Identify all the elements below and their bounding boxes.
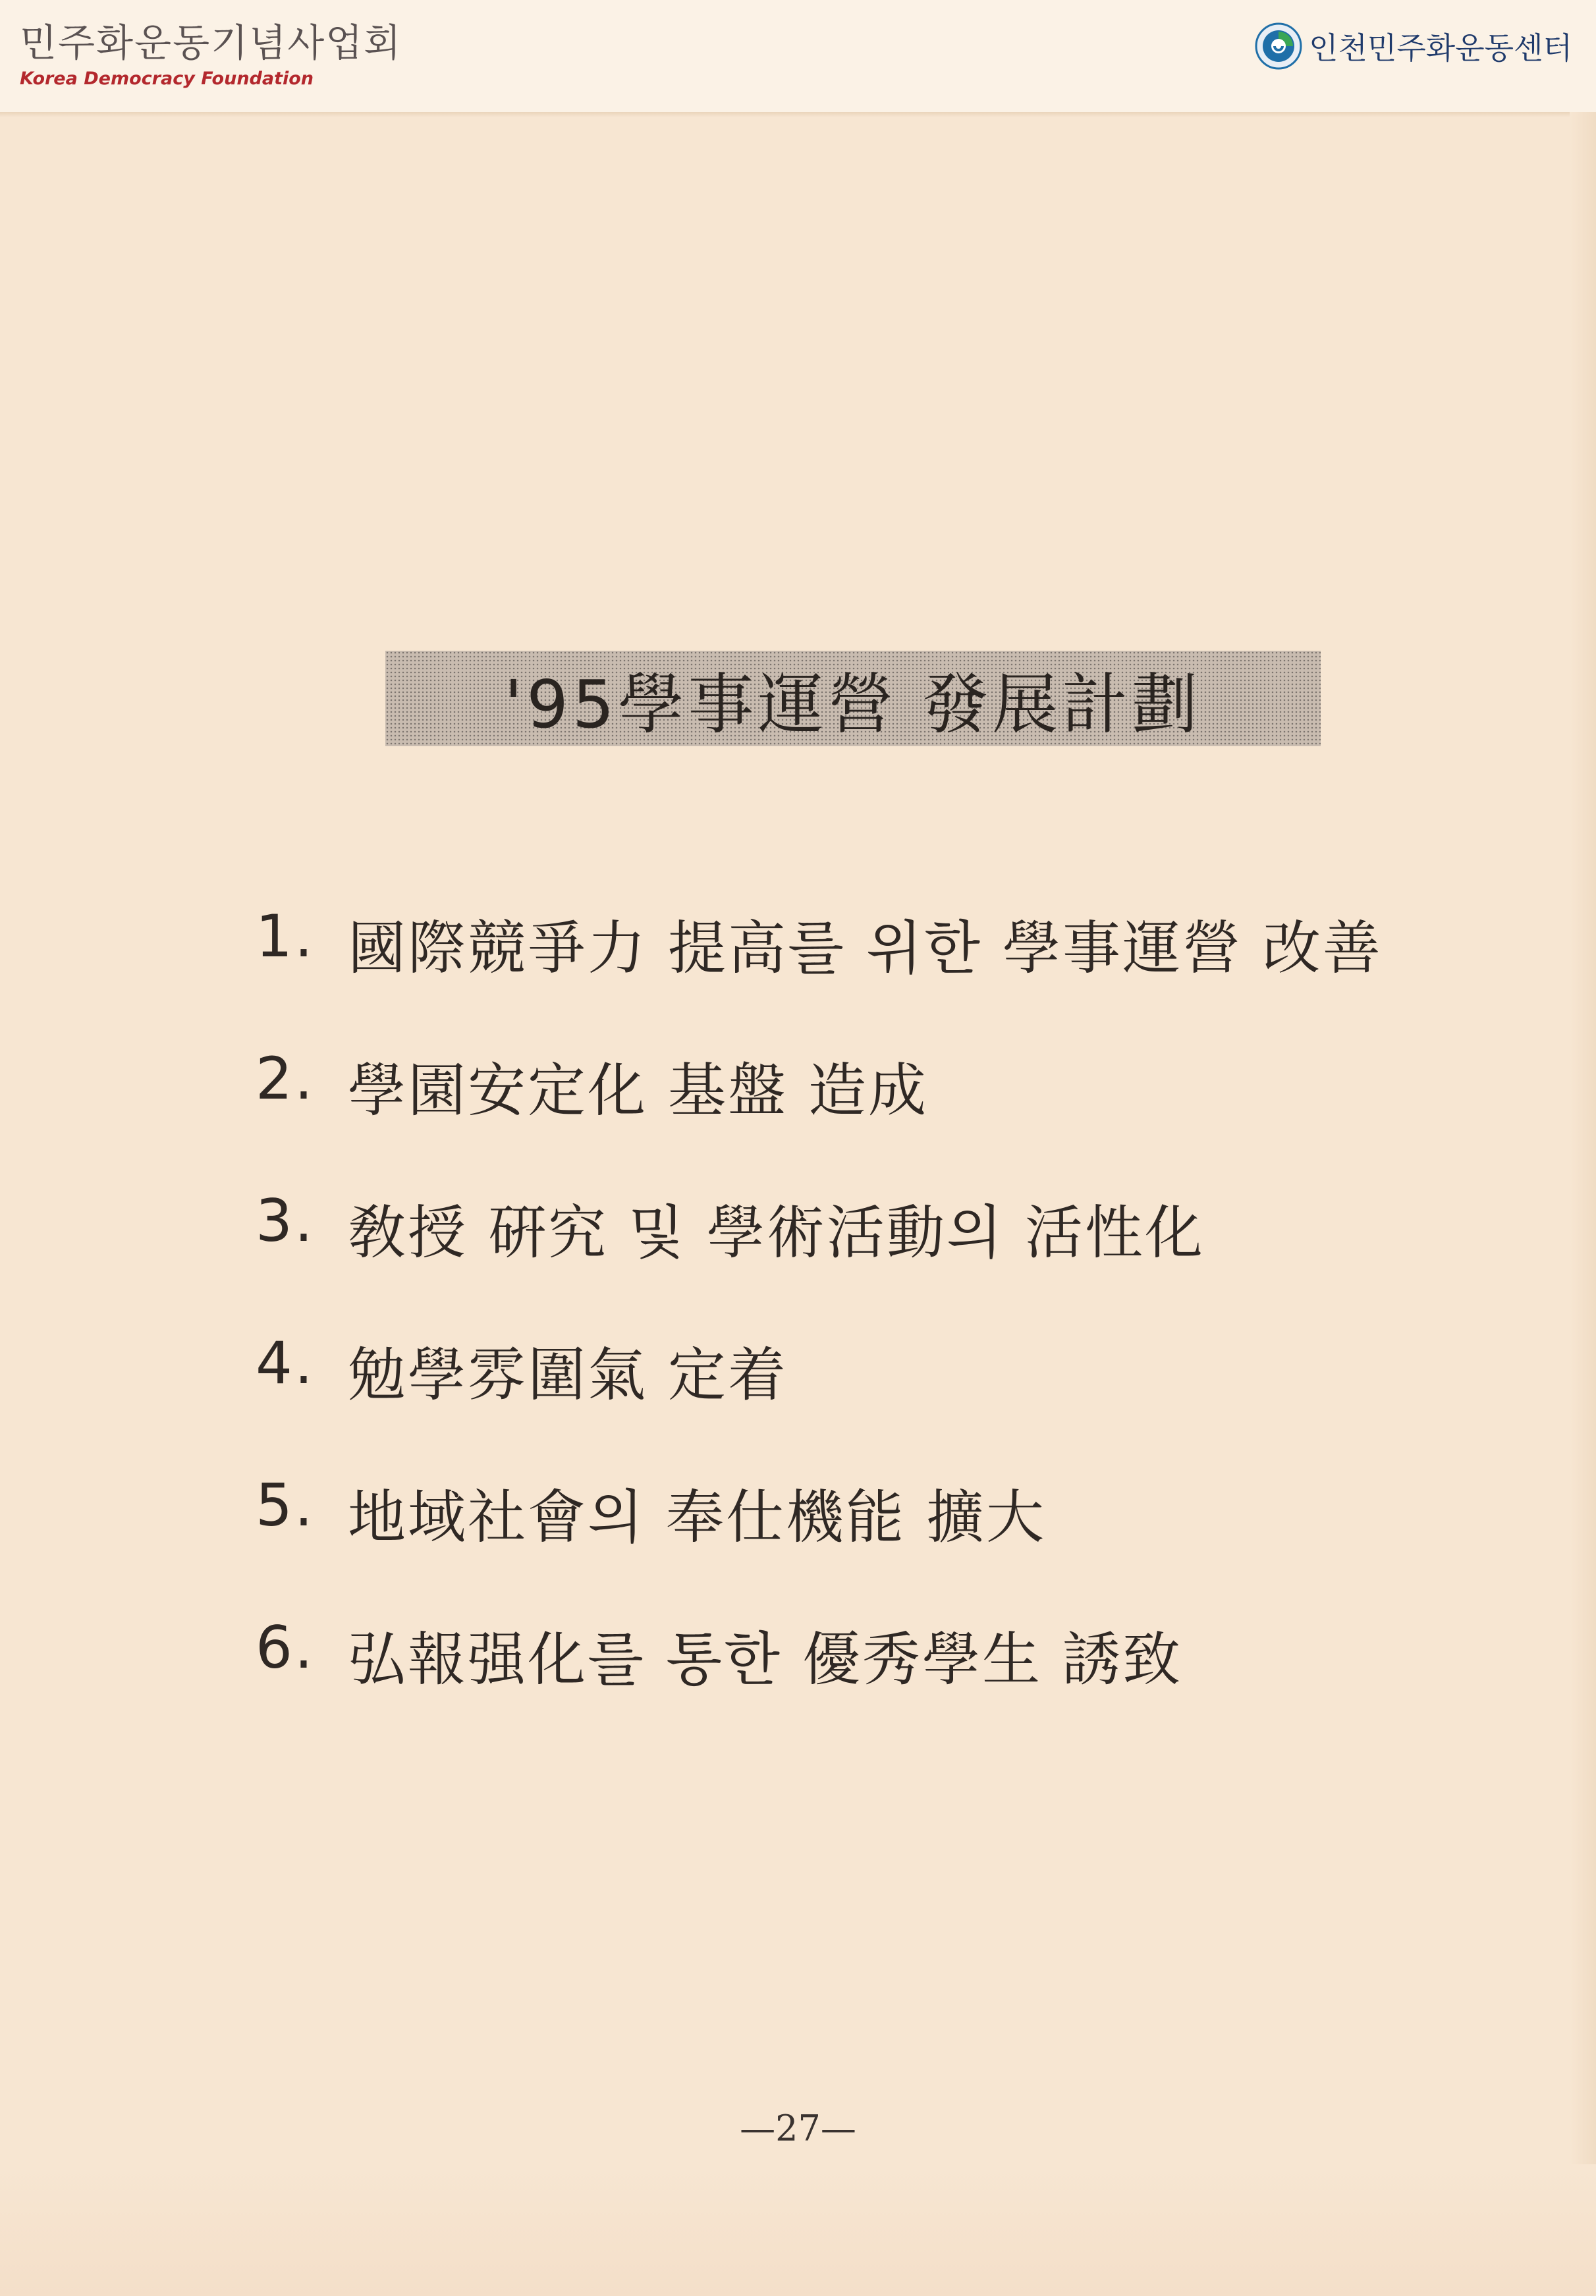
- document-title-box: [385, 651, 1321, 746]
- logo-korean-text: 민주화운동기념사업회: [20, 20, 402, 65]
- list-item: [256, 1614, 1507, 1756]
- paper-bottom-shade: [0, 2164, 1596, 2296]
- plan-item-list: [256, 902, 1507, 1756]
- list-item-text: 勉學雰圍氣 定着: [348, 1341, 788, 1409]
- list-item-number: 1.: [256, 902, 315, 970]
- list-item-number: 4.: [256, 1329, 315, 1397]
- list-item-number: 5.: [256, 1471, 315, 1539]
- list-item: [256, 1329, 1507, 1471]
- list-item-text: 弘報强化를 통한 優秀學生 誘致: [348, 1626, 1182, 1693]
- list-item-text: 國際競爭力 提高를 위한 學事運營 改善: [348, 914, 1383, 982]
- list-item: [256, 1471, 1507, 1614]
- list-item: [256, 1187, 1507, 1329]
- list-item-text: 敎授 硏究 및 學術活動의 活性化: [348, 1199, 1205, 1267]
- list-item-text: 學園安定化 基盤 造成: [348, 1056, 928, 1124]
- logo-english-text: Korea Democracy Foundation: [20, 68, 314, 89]
- document-title: '95學事運營 發展計劃: [504, 665, 1202, 743]
- list-item: [256, 902, 1507, 1045]
- circular-emblem-icon: [1255, 22, 1302, 70]
- incheon-democracy-center-logo: [1255, 20, 1572, 72]
- list-item: [256, 1045, 1507, 1187]
- center-name-text: 인천민주화운동센터: [1309, 30, 1572, 66]
- list-item-number: 6.: [256, 1614, 315, 1681]
- paper-right-edge: [1570, 112, 1596, 2296]
- list-item-number: 3.: [256, 1187, 315, 1255]
- list-item-text: 地域社會의 奉仕機能 擴大: [348, 1483, 1046, 1551]
- page-number: —27—: [740, 2108, 856, 2149]
- paper-top-edge: [0, 112, 1596, 117]
- list-item-number: 2.: [256, 1045, 315, 1112]
- korea-democracy-foundation-logo: [20, 20, 402, 99]
